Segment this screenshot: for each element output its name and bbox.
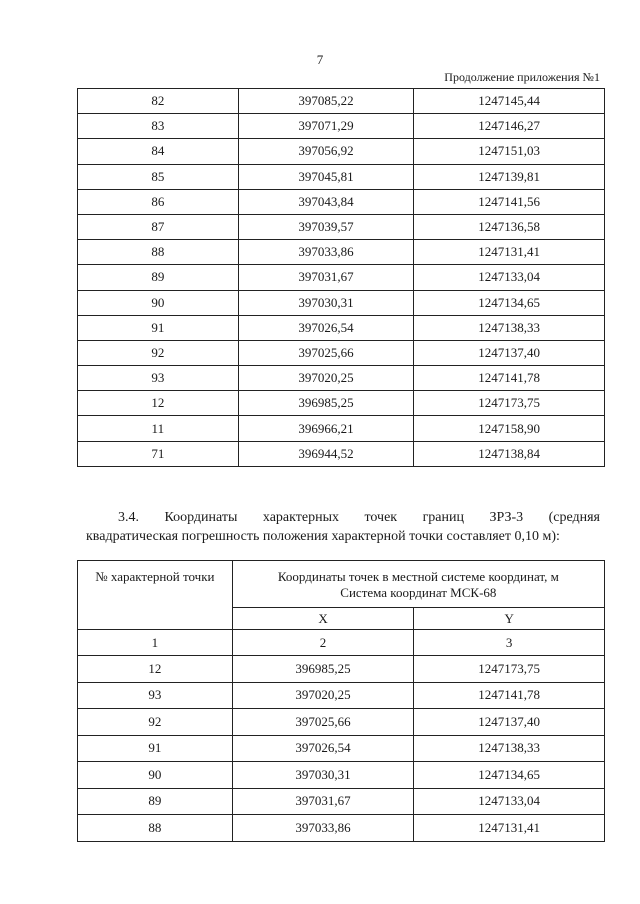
table-row [78, 340, 605, 365]
x-coordinate-cell: 397025,66 [238, 340, 414, 365]
header-coordinates [232, 561, 604, 608]
point-number-cell: 86 [78, 189, 239, 214]
x-coordinate-cell: 397020,25 [232, 682, 414, 709]
x-coordinate-cell: 397030,31 [238, 290, 414, 315]
y-coordinate-cell: 1247136,58 [414, 214, 605, 239]
point-number-cell: 93 [78, 682, 233, 709]
x-coordinate-cell: 397056,92 [238, 139, 414, 164]
x-coordinate-cell: 396966,21 [238, 416, 414, 441]
point-number-cell: 88 [78, 815, 233, 842]
header-point-number: № характерной точки [78, 561, 233, 630]
header-coordinates-line2: Система координат МСК-68 [340, 585, 497, 601]
table-row [78, 240, 605, 265]
table1-body [78, 89, 605, 467]
table-row [78, 416, 605, 441]
x-coordinate-cell: 396985,25 [232, 656, 414, 683]
point-number-cell: 83 [78, 114, 239, 139]
point-number-cell: 85 [78, 164, 239, 189]
x-coordinate-cell: 397071,29 [238, 114, 414, 139]
y-coordinate-cell: 1247131,41 [414, 815, 605, 842]
point-number-cell: 12 [78, 656, 233, 683]
header-x: X [232, 608, 414, 630]
table-row [78, 762, 605, 789]
table-row [78, 164, 605, 189]
table-row [78, 189, 605, 214]
table-row [78, 139, 605, 164]
table-row [78, 214, 605, 239]
y-coordinate-cell: 1247173,75 [414, 656, 605, 683]
y-coordinate-cell: 1247137,40 [414, 340, 605, 365]
y-coordinate-cell: 1247141,78 [414, 366, 605, 391]
x-coordinate-cell: 397031,67 [232, 788, 414, 815]
index-cell-1: 1 [78, 630, 233, 656]
table2-body [78, 630, 605, 842]
point-number-cell: 90 [78, 290, 239, 315]
y-coordinate-cell: 1247131,41 [414, 240, 605, 265]
y-coordinate-cell: 1247139,81 [414, 164, 605, 189]
coordinates-table-continued [77, 88, 605, 467]
point-number-cell: 89 [78, 788, 233, 815]
point-number-cell: 84 [78, 139, 239, 164]
y-coordinate-cell: 1247133,04 [414, 265, 605, 290]
section-line-2: квадратическая погрешность положения характерной точки составляет 0,10 м): [86, 529, 560, 544]
x-coordinate-cell: 397030,31 [232, 762, 414, 789]
index-cell-2: 2 [232, 630, 414, 656]
x-coordinate-cell: 397039,57 [238, 214, 414, 239]
point-number-cell: 12 [78, 391, 239, 416]
table-row [78, 391, 605, 416]
table-row [78, 290, 605, 315]
point-number-cell: 90 [78, 762, 233, 789]
x-coordinate-cell: 396944,52 [238, 441, 414, 466]
section-3-4-text [86, 508, 600, 546]
point-number-cell: 11 [78, 416, 239, 441]
page-number: 7 [316, 52, 324, 67]
x-coordinate-cell: 397033,86 [232, 815, 414, 842]
y-coordinate-cell: 1247137,40 [414, 709, 605, 736]
table-row [78, 788, 605, 815]
x-coordinate-cell: 397033,86 [238, 240, 414, 265]
table-index-row [78, 630, 605, 656]
y-coordinate-cell: 1247173,75 [414, 391, 605, 416]
x-coordinate-cell: 396985,25 [238, 391, 414, 416]
section-line-1: 3.4. Координаты характерных точек границ ЗРЗ-3 (средняя [118, 510, 600, 525]
point-number-cell: 93 [78, 366, 239, 391]
point-number-cell: 92 [78, 709, 233, 736]
index-cell-3: 3 [414, 630, 605, 656]
x-coordinate-cell: 397026,54 [232, 735, 414, 762]
x-coordinate-cell: 397031,67 [238, 265, 414, 290]
x-coordinate-cell: 397045,81 [238, 164, 414, 189]
y-coordinate-cell: 1247141,56 [414, 189, 605, 214]
continuation-label: Продолжение приложения №1 [444, 70, 600, 84]
x-coordinate-cell: 397025,66 [232, 709, 414, 736]
point-number-cell: 87 [78, 214, 239, 239]
header-coordinates-line1: Координаты точек в местной системе координат, м [277, 569, 559, 585]
table-row [78, 89, 605, 114]
point-number-cell: 92 [78, 340, 239, 365]
coordinates-table-zrz3 [77, 560, 605, 842]
table-row [78, 735, 605, 762]
point-number-cell: 82 [78, 89, 239, 114]
table-row [78, 441, 605, 466]
point-number-cell: 71 [78, 441, 239, 466]
table-row [78, 114, 605, 139]
x-coordinate-cell: 397085,22 [238, 89, 414, 114]
table-row [78, 709, 605, 736]
y-coordinate-cell: 1247138,84 [414, 441, 605, 466]
table-row [78, 682, 605, 709]
y-coordinate-cell: 1247151,03 [414, 139, 605, 164]
x-coordinate-cell: 397043,84 [238, 189, 414, 214]
y-coordinate-cell: 1247141,78 [414, 682, 605, 709]
table-row [78, 366, 605, 391]
point-number-cell: 91 [78, 315, 239, 340]
point-number-cell: 89 [78, 265, 239, 290]
table-row [78, 815, 605, 842]
y-coordinate-cell: 1247138,33 [414, 735, 605, 762]
point-number-cell: 88 [78, 240, 239, 265]
table-row [78, 315, 605, 340]
x-coordinate-cell: 397026,54 [238, 315, 414, 340]
y-coordinate-cell: 1247134,65 [414, 290, 605, 315]
table-row [78, 265, 605, 290]
y-coordinate-cell: 1247133,04 [414, 788, 605, 815]
y-coordinate-cell: 1247145,44 [414, 89, 605, 114]
table-row [78, 656, 605, 683]
header-y: Y [414, 608, 605, 630]
y-coordinate-cell: 1247158,90 [414, 416, 605, 441]
y-coordinate-cell: 1247146,27 [414, 114, 605, 139]
point-number-cell: 91 [78, 735, 233, 762]
y-coordinate-cell: 1247134,65 [414, 762, 605, 789]
x-coordinate-cell: 397020,25 [238, 366, 414, 391]
y-coordinate-cell: 1247138,33 [414, 315, 605, 340]
